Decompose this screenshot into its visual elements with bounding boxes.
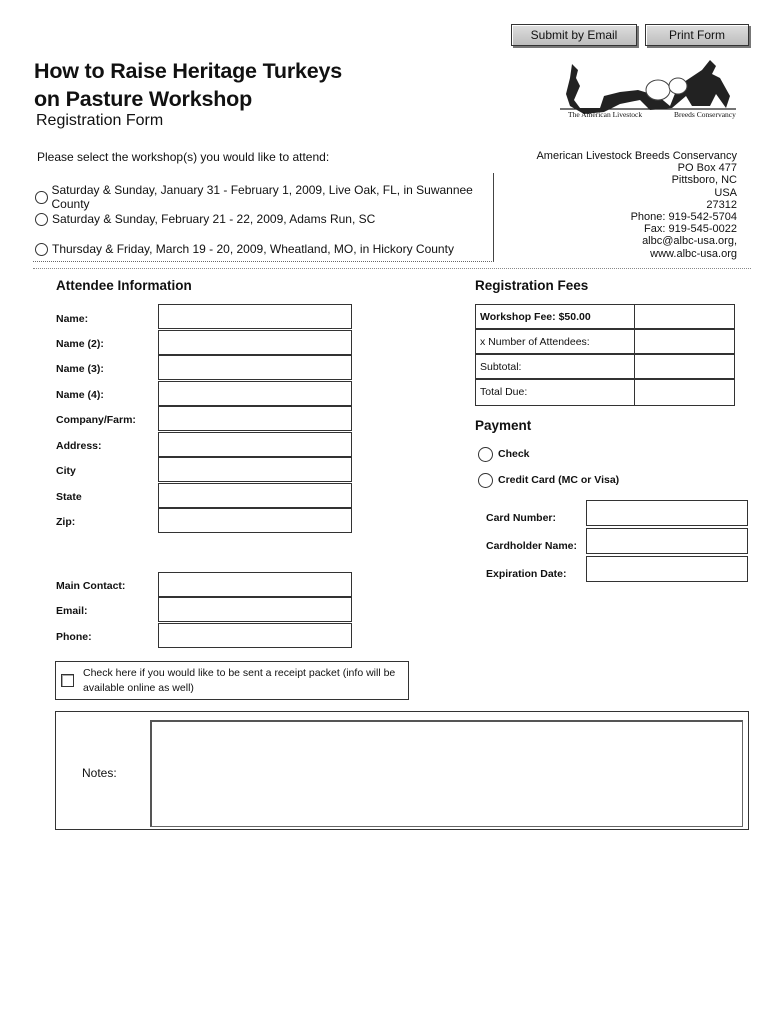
logo-text-left: The American Livestock	[568, 110, 643, 119]
fee-row-total	[475, 379, 735, 406]
section-divider	[33, 268, 751, 269]
workshop-option-live-oak[interactable]	[35, 183, 493, 211]
notes-label: Notes:	[82, 766, 117, 780]
org-name: American Livestock Breeds Conservancy	[536, 150, 737, 162]
fee-label: Total Due:	[480, 386, 528, 398]
workshop-prompt: Please select the workshop(s) you would like to attend:	[37, 150, 330, 164]
credit-card-label: Credit Card (MC or Visa)	[498, 474, 620, 486]
email-field[interactable]	[158, 597, 352, 622]
phone-label: Phone:	[56, 631, 92, 643]
organization-address	[536, 150, 737, 260]
cardholder-name-label: Cardholder Name:	[486, 540, 578, 552]
card-number-label: Card Number:	[486, 512, 557, 524]
radio-button[interactable]	[35, 191, 48, 204]
state-label: State	[56, 491, 82, 503]
logo-text-right: Breeds Conservancy	[674, 110, 736, 119]
check-radio-button[interactable]	[478, 447, 493, 462]
fee-label: Workshop Fee: $50.00	[480, 311, 591, 323]
form-subtitle: Registration Form	[36, 112, 164, 129]
expiration-date-label: Expiration Date:	[486, 568, 567, 580]
notes-section	[55, 711, 749, 830]
payment-heading: Payment	[475, 418, 532, 433]
fee-label: x Number of Attendees:	[480, 336, 590, 348]
org-zip: 27312	[706, 198, 737, 211]
fee-value-field[interactable]	[634, 305, 734, 328]
main-contact-field[interactable]	[158, 572, 352, 597]
org-website: www.albc-usa.org	[650, 247, 737, 260]
org-city: Pittsboro, NC	[671, 174, 737, 187]
email-label: Email:	[56, 605, 88, 617]
org-country: USA	[714, 186, 737, 199]
org-po-box: PO Box 477	[677, 162, 737, 175]
credit-card-radio-button[interactable]	[478, 473, 493, 488]
name3-field[interactable]	[158, 355, 352, 380]
fees-heading: Registration Fees	[475, 278, 589, 293]
workshop-options-group	[33, 173, 494, 262]
workshop-option-label: Saturday & Sunday, February 21 - 22, 2009, Adams Run, SC	[52, 212, 376, 226]
page-title	[34, 57, 342, 113]
workshop-option-label: Thursday & Friday, March 19 - 20, 2009, Wheatland, MO, in Hickory County	[52, 242, 454, 256]
title-line-1: How to Raise Heritage Turkeys	[34, 59, 343, 83]
check-label: Check	[498, 448, 530, 460]
attendee-heading: Attendee Information	[56, 278, 192, 293]
address-field[interactable]	[158, 432, 352, 457]
name4-label: Name (4):	[56, 389, 104, 401]
cardholder-name-field[interactable]	[586, 528, 748, 554]
workshop-option-adams-run[interactable]	[35, 212, 375, 226]
company-label: Company/Farm:	[56, 414, 136, 426]
albc-logo	[560, 56, 736, 122]
card-number-field[interactable]	[586, 500, 748, 526]
expiration-date-field[interactable]	[586, 556, 748, 582]
receipt-option	[55, 661, 409, 700]
name-field[interactable]	[158, 304, 352, 329]
zip-label: Zip:	[56, 516, 76, 528]
attendee-count-field[interactable]	[634, 330, 734, 353]
org-fax: Fax: 919-545-0022	[644, 223, 737, 236]
fee-row-workshop	[475, 304, 735, 329]
title-line-2: on Pasture Workshop	[34, 87, 253, 111]
workshop-option-wheatland[interactable]	[35, 242, 454, 256]
name2-label: Name (2):	[56, 338, 104, 350]
name3-label: Name (3):	[56, 363, 104, 375]
fee-row-subtotal	[475, 354, 735, 379]
org-phone: Phone: 919-542-5704	[630, 211, 737, 224]
fee-row-attendees	[475, 329, 735, 354]
state-field[interactable]	[158, 483, 352, 508]
radio-button[interactable]	[35, 243, 48, 256]
submit-by-email-button[interactable]: Submit by Email	[511, 24, 637, 46]
radio-button[interactable]	[35, 213, 48, 226]
name-label: Name:	[56, 313, 89, 325]
notes-textarea[interactable]	[150, 720, 743, 827]
address-label: Address:	[56, 440, 102, 452]
phone-field[interactable]	[158, 623, 352, 648]
fee-label: Subtotal:	[480, 361, 522, 373]
city-field[interactable]	[158, 457, 352, 482]
subtotal-field[interactable]	[634, 355, 734, 378]
main-contact-label: Main Contact:	[56, 580, 126, 592]
print-form-button[interactable]: Print Form	[645, 24, 749, 46]
workshop-option-label: Saturday & Sunday, January 31 - February 1, 2009, Live Oak, FL, in Suwannee County	[51, 183, 473, 211]
name2-field[interactable]	[158, 330, 352, 355]
org-email: albc@albc-usa.org,	[642, 235, 737, 248]
total-due-field[interactable]	[634, 380, 734, 405]
city-label: City	[56, 465, 76, 477]
company-field[interactable]	[158, 406, 352, 431]
zip-field[interactable]	[158, 508, 352, 533]
receipt-label: Check here if you would like to be sent a receipt packet (info will be available online as well)	[83, 667, 396, 694]
name4-field[interactable]	[158, 381, 352, 406]
receipt-checkbox[interactable]	[61, 674, 74, 687]
